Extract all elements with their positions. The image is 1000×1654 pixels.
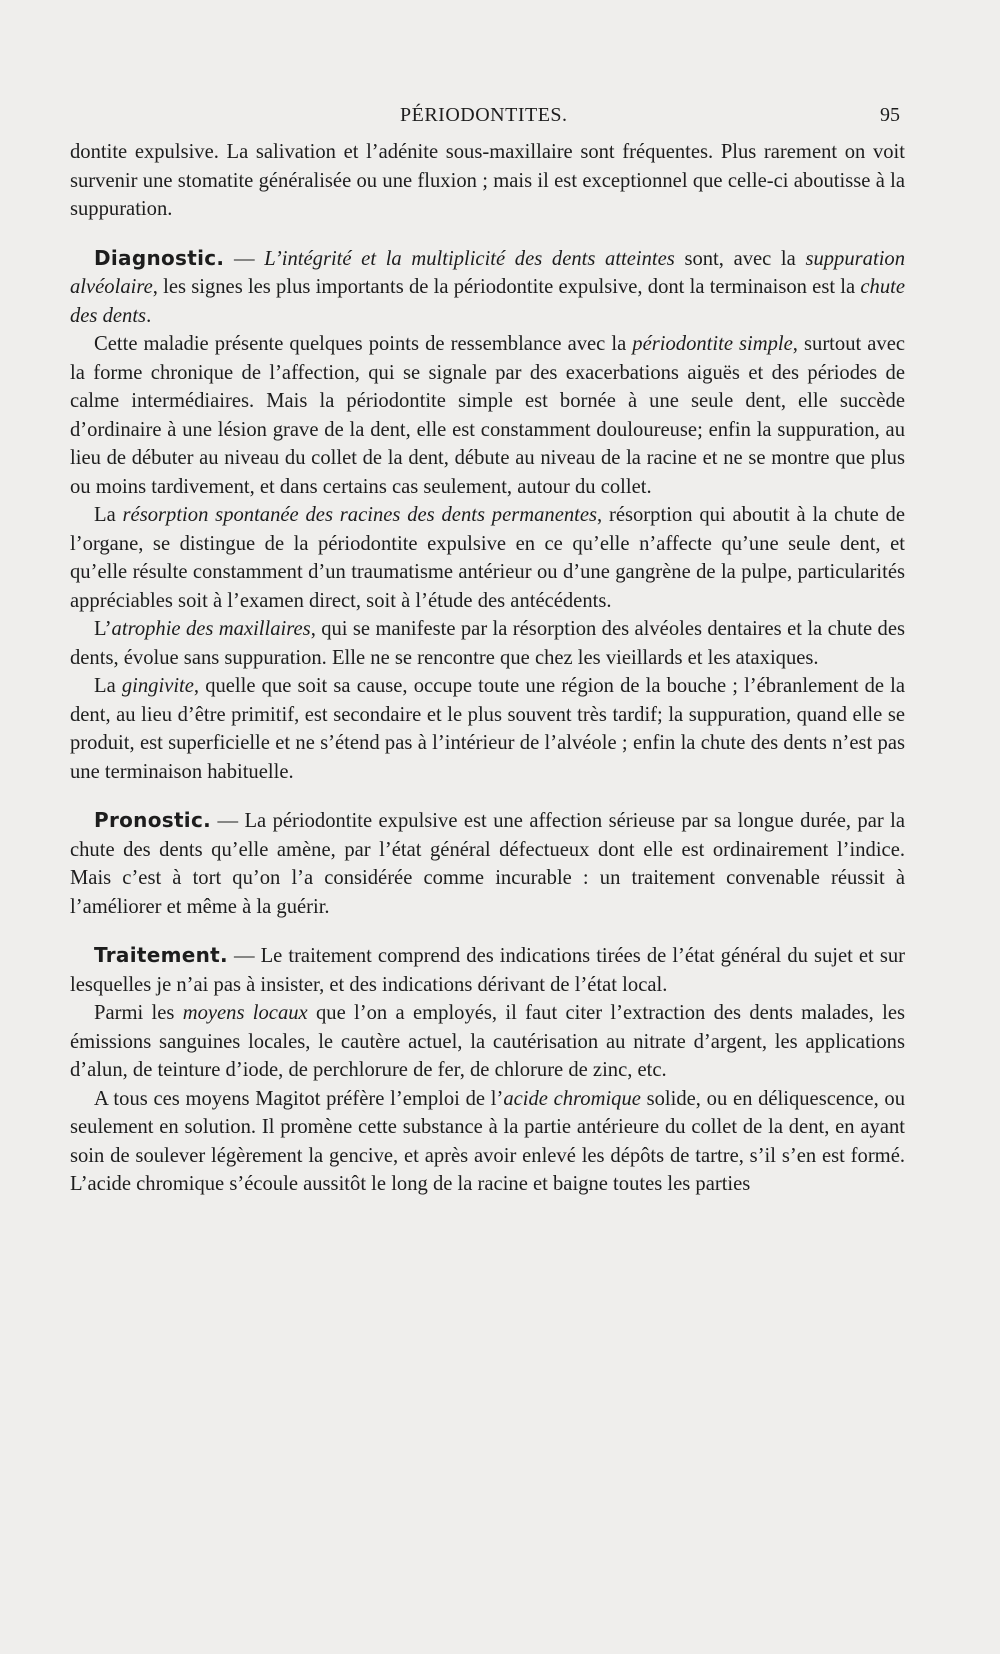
paragraph-continuation: dontite expulsive. La salivation et l’adénite sous-maxillaire sont fréquentes. Plus rarement on voit survenir une stomatite généralisée ou une fluxion ; mais il est exceptionnel que celle-ci aboutisse à la suppuration. [70, 141, 905, 220]
paragraph-periodontite-simple: Cette maladie présente quelques points de ressemblance avec la périodontite simple, surtout avec la forme chronique de l’affection, qui se signale par des exacerbations aiguës et des périodes de calme intermédiaires. Mais la périodontite simple est bornée à une seule dent, elle succède d’ordinaire à une lésion grave de la dent, elle est constamment douloureuse; enfin la suppuration, au lieu de débuter au niveau du collet de la dent, débute au niveau de la racine et ne se montre que plus ou moins tardivement, et dans certains cas seulement, autour du collet. [70, 333, 905, 498]
running-header [70, 100, 900, 134]
paragraph-pronostic: Pronostic. — La périodontite expulsive est une affection sérieuse par sa longue durée, par la chute des dents qu’elle amène, par l’état général défectueux dont elle est ordinairement l’indice. Mais c’est à tort qu’on l’a considérée comme incurable : un traitement convenable réussit à l’améliorer et même à la guérir. [70, 808, 905, 918]
section-heading-pronostic: Pronostic. [94, 808, 212, 832]
paragraph-diagnostic: Diagnostic. — L’intégrité et la multiplicité des dents atteintes sont, avec la suppuration alvéolaire, les signes les plus importants de la périodontite expulsive, dont la terminaison est la chute des dents. [70, 245, 906, 327]
page-number: 95 [880, 104, 900, 126]
paragraph-atrophie: L’atrophie des maxillaires, qui se manifeste par la résorption des alvéoles dentaires et la chute des dents, évolue sans suppuration. Elle ne se rencontre que chez les vieillards et les ataxiques. [70, 618, 905, 669]
paragraph-gingivite: La gingivite, quelle que soit sa cause, occupe toute une région de la bouche ; l’ébranlement de la dent, au lieu d’être primitif, est secondaire et le plus souvent très tardif; la suppuration, quand elle se produit, est superficielle et ne s’étend pas à l’intérieur de l’alvéole ; enfin la chute des dents n’est pas une terminaison habituelle. [70, 675, 905, 783]
paragraph-acide-chromique: A tous ces moyens Magitot préfère l’emploi de l’acide chromique solide, ou en déliquescence, ou seulement en solution. Il promène cette substance à la partie antérieure du collet de la dent, en ayant soin de soulever légèrement la gencive, et après avoir enlevé les dépôts de tartre, s’il s’en est formé. L’acide chromique s’écoule aussitôt le long de la racine et baigne toutes les parties [70, 1087, 906, 1195]
running-title: PÉRIODONTITES. [400, 104, 568, 126]
section-heading-traitement: Traitement. [94, 943, 228, 967]
body-text [70, 138, 905, 1199]
paragraph-traitement: Traitement. — Le traitement comprend des indications tirées de l’état général du sujet et sur lesquelles je n’ai pas à insister, et des indications dérivant de l’état local. [70, 943, 905, 996]
section-heading-diagnostic: Diagnostic. [94, 245, 225, 270]
paragraph-resorption: La résorption spontanée des racines des dents permanentes, résorption qui aboutit à la chute de l’organe, se distingue de la périodontite expulsive en ce qu’elle n’affecte qu’une seule dent, et qu’elle résulte constamment d’un traumatisme antérieur ou d’une gangrène de la pulpe, particularités appréciables soit à l’examen direct, soit à l’étude des antécédents. [70, 504, 905, 612]
paragraph-moyens-locaux: Parmi les moyens locaux que l’on a employés, il faut citer l’extraction des dents malades, les émissions sanguines locales, le cautère actuel, la cautérisation au nitrate d’argent, les applications d’alun, de teinture d’iode, de perchlorure de fer, de chlorure de zinc, etc. [70, 1002, 905, 1081]
